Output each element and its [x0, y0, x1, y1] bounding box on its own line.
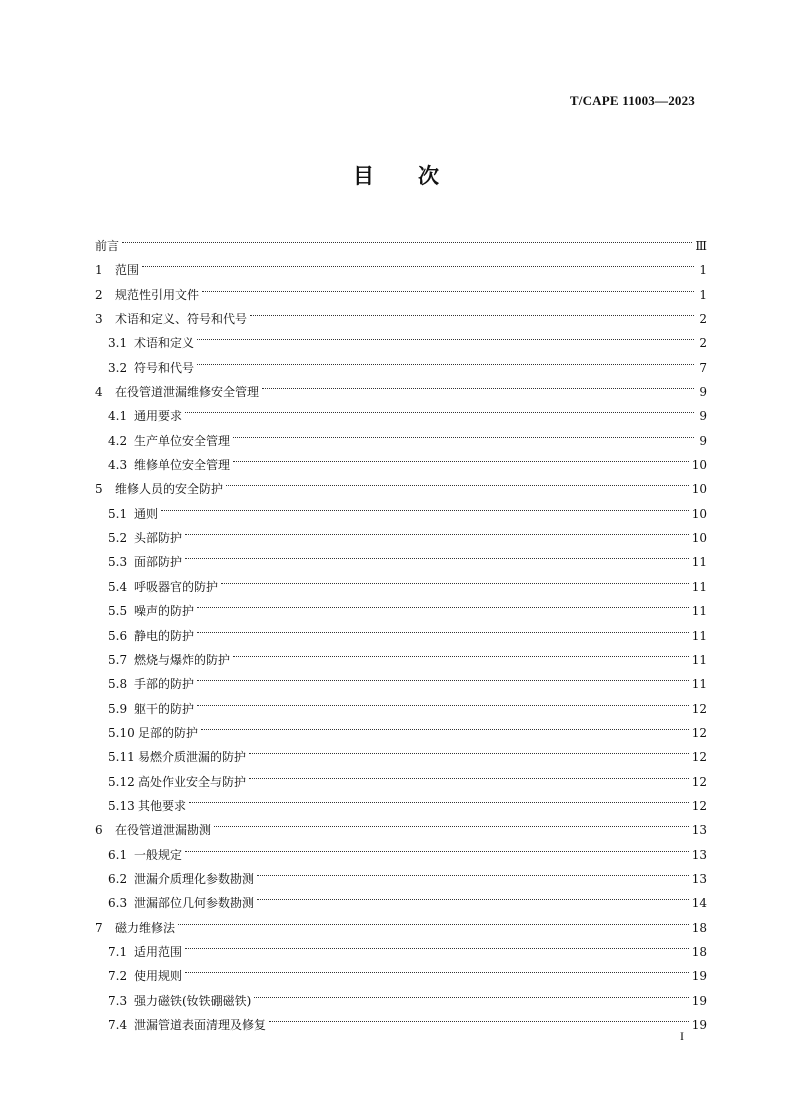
toc-entry[interactable]	[95, 275, 707, 302]
toc-entry[interactable]	[95, 932, 707, 959]
toc-entry-number: 7.1	[108, 944, 128, 959]
toc-entry-page: 7	[699, 360, 707, 375]
toc-entry-page: 19	[691, 969, 707, 984]
toc-leader-dots	[197, 591, 689, 615]
toc-entry-page: 11	[691, 555, 707, 570]
toc-leader-dots	[233, 421, 694, 445]
toc-entry-number: 5.13	[108, 798, 135, 813]
toc-entry-number: 7.4	[108, 1018, 128, 1032]
toc-entry-number: 4.3	[108, 458, 128, 473]
toc-entry-page: 9	[699, 409, 707, 424]
toc-leader-dots	[185, 932, 689, 956]
toc-entry-title: 足部的防护	[138, 725, 199, 740]
toc-entry-number: 5.8	[108, 677, 128, 692]
toc-entry-title: 维修人员的安全防护	[115, 482, 224, 497]
toc-entry[interactable]	[95, 226, 707, 253]
toc-entry-page: 12	[691, 725, 707, 740]
toc-entry[interactable]	[95, 250, 707, 278]
page-title	[0, 160, 792, 190]
toc-entry-number: 7.2	[108, 969, 128, 984]
toc-entry-number: 5.11	[108, 750, 135, 765]
toc-entry[interactable]	[95, 518, 707, 546]
toc-entry-title: 术语和定义	[134, 336, 195, 351]
toc-entry-number: 6.3	[108, 896, 128, 911]
toc-entry-number: 3.1	[108, 336, 128, 351]
table-of-contents	[95, 226, 707, 1032]
toc-entry-page: 12	[691, 774, 707, 789]
toc-entry-page: 10	[691, 506, 707, 521]
toc-leader-dots	[262, 372, 694, 396]
toc-entry-title: 头部防护	[134, 531, 183, 546]
toc-entry-page: 10	[691, 458, 707, 473]
toc-entry-page: 11	[691, 652, 707, 667]
toc-entry-number: 5.2	[108, 531, 128, 546]
toc-entry-title: 前言	[95, 239, 120, 253]
toc-leader-dots	[249, 762, 689, 786]
toc-entry-page: 11	[691, 604, 707, 619]
toc-entry-page: 11	[691, 677, 707, 692]
toc-leader-dots	[221, 567, 689, 591]
toc-entry-number: 6.1	[108, 847, 128, 862]
toc-entry-title: 易燃介质泄漏的防护	[138, 750, 247, 765]
toc-entry[interactable]	[95, 908, 707, 935]
toc-entry-title: 噪声的防护	[134, 604, 195, 619]
toc-entry-title: 符号和代号	[134, 360, 195, 375]
toc-leader-dots	[197, 616, 689, 640]
toc-leader-dots	[185, 835, 689, 859]
title-char-1: 目	[353, 164, 374, 188]
toc-leader-dots	[185, 396, 694, 420]
toc-entry-number: 5.3	[108, 555, 128, 570]
toc-entry[interactable]	[95, 981, 707, 1008]
toc-entry-number: 2	[95, 287, 103, 302]
toc-entry-number: 4.2	[108, 433, 128, 448]
toc-entry-title: 泄漏介质理化参数勘测	[134, 871, 255, 886]
toc-entry-title: 范围	[115, 263, 140, 278]
toc-entry-number: 5.4	[108, 579, 128, 594]
toc-entry-title: 磁力维修法	[115, 920, 176, 935]
toc-leader-dots	[269, 1005, 689, 1029]
toc-entry-title: 维修单位安全管理	[134, 458, 231, 473]
toc-entry-title: 躯干的防护	[134, 701, 195, 716]
toc-entry-page: 9	[699, 433, 707, 448]
toc-leader-dots	[214, 810, 689, 834]
toc-entry-page: 9	[699, 385, 707, 400]
toc-entry-title: 燃烧与爆炸的防护	[134, 652, 231, 667]
toc-entry[interactable]	[95, 396, 707, 424]
toc-entry-title: 通则	[134, 506, 159, 521]
toc-entry-page: 12	[691, 798, 707, 813]
toc-entry-page: 2	[699, 336, 707, 351]
toc-leader-dots	[201, 713, 689, 737]
toc-entry-page: 19	[691, 993, 707, 1008]
toc-leader-dots	[202, 275, 694, 299]
toc-leader-dots	[189, 786, 689, 810]
toc-leader-dots	[233, 640, 689, 664]
toc-leader-dots	[197, 664, 689, 688]
toc-leader-dots	[185, 956, 689, 980]
toc-entry-title: 术语和定义、符号和代号	[115, 312, 248, 327]
toc-leader-dots	[257, 883, 689, 907]
toc-entry-number: 5.1	[108, 506, 128, 521]
toc-entry-page: 1	[699, 287, 707, 302]
toc-entry-number: 3	[95, 312, 103, 327]
toc-entry-number: 5.10	[108, 725, 135, 740]
document-code: T/CAPE 11003—2023	[569, 93, 695, 108]
toc-entry-title: 泄漏部位几何参数勘测	[134, 896, 255, 911]
toc-entry-page: Ⅲ	[695, 239, 707, 253]
toc-entry-title: 通用要求	[134, 409, 183, 424]
toc-entry[interactable]	[95, 567, 707, 594]
toc-leader-dots	[197, 689, 689, 713]
toc-entry-title: 呼吸器官的防护	[134, 579, 219, 594]
toc-entry-number: 5.6	[108, 628, 128, 643]
toc-entry[interactable]	[95, 421, 707, 448]
toc-leader-dots	[178, 908, 689, 932]
toc-entry-page: 11	[691, 628, 707, 643]
toc-entry[interactable]	[95, 835, 707, 862]
toc-entry-title: 适用范围	[134, 944, 183, 959]
toc-entry-number: 4	[95, 385, 103, 400]
toc-leader-dots	[254, 981, 688, 1005]
toc-entry-page: 18	[691, 920, 707, 935]
toc-entry-number: 5.7	[108, 652, 128, 667]
toc-entry-page: 13	[691, 823, 707, 838]
toc-entry-number: 3.2	[108, 360, 128, 375]
toc-entry-page: 12	[691, 750, 707, 765]
toc-leader-dots	[250, 299, 694, 323]
toc-entry-title: 生产单位安全管理	[134, 433, 231, 448]
toc-entry-title: 使用规则	[134, 969, 183, 984]
toc-entry-page: 1	[699, 263, 707, 278]
toc-entry-page: 2	[699, 312, 707, 327]
toc-entry-title: 强力磁铁(钕铁硼磁铁)	[134, 993, 252, 1008]
toc-entry-number: 5.5	[108, 604, 128, 619]
toc-leader-dots	[197, 323, 694, 347]
toc-entry-page: 13	[691, 847, 707, 862]
toc-entry-number: 5	[95, 482, 103, 497]
toc-entry-title: 在役管道泄漏维修安全管理	[115, 385, 260, 400]
toc-entry-number: 7	[95, 920, 103, 935]
toc-entry-title: 规范性引用文件	[115, 287, 200, 302]
toc-entry[interactable]	[95, 542, 707, 570]
toc-leader-dots	[233, 445, 689, 469]
toc-entry-title: 高处作业安全与防护	[138, 774, 247, 789]
toc-entry-title: 一般规定	[134, 847, 183, 862]
toc-entry-number: 6.2	[108, 871, 128, 886]
toc-entry-page: 12	[691, 701, 707, 716]
toc-entry-page: 11	[691, 579, 707, 594]
toc-entry[interactable]	[95, 859, 707, 886]
toc-leader-dots	[185, 542, 689, 566]
toc-leader-dots	[249, 737, 689, 761]
toc-leader-dots	[122, 226, 692, 250]
toc-entry-number: 7.3	[108, 993, 128, 1008]
toc-entry-title: 静电的防护	[134, 628, 195, 643]
toc-entry-page: 18	[691, 944, 707, 959]
toc-entry-page: 10	[691, 482, 707, 497]
toc-entry[interactable]	[95, 810, 707, 838]
toc-entry-page: 10	[691, 531, 707, 546]
toc-entry[interactable]	[95, 956, 707, 984]
toc-entry-number: 4.1	[108, 409, 128, 424]
toc-leader-dots	[226, 469, 689, 493]
toc-leader-dots	[197, 348, 694, 372]
toc-entry-page: 19	[691, 1018, 707, 1032]
toc-entry-title: 手部的防护	[134, 677, 195, 692]
toc-leader-dots	[257, 859, 689, 883]
toc-entry-title: 面部防护	[134, 555, 183, 570]
toc-entry-number: 5.12	[108, 774, 135, 789]
toc-entry-title: 其他要求	[138, 798, 187, 813]
toc-leader-dots	[142, 250, 694, 274]
toc-entry-title: 泄漏管道表面清理及修复	[134, 1018, 267, 1032]
toc-entry-page: 14	[691, 896, 707, 911]
toc-entry-number: 6	[95, 823, 103, 838]
title-char-2: 次	[418, 164, 439, 188]
toc-leader-dots	[185, 518, 689, 542]
toc-entry-title: 在役管道泄漏勘测	[115, 823, 212, 838]
toc-entry-page: 13	[691, 871, 707, 886]
page-number: I	[680, 1029, 684, 1043]
toc-entry-number: 1	[95, 263, 103, 278]
toc-leader-dots	[161, 494, 689, 518]
toc-entry[interactable]	[95, 494, 707, 521]
toc-entry-number: 5.9	[108, 701, 128, 716]
